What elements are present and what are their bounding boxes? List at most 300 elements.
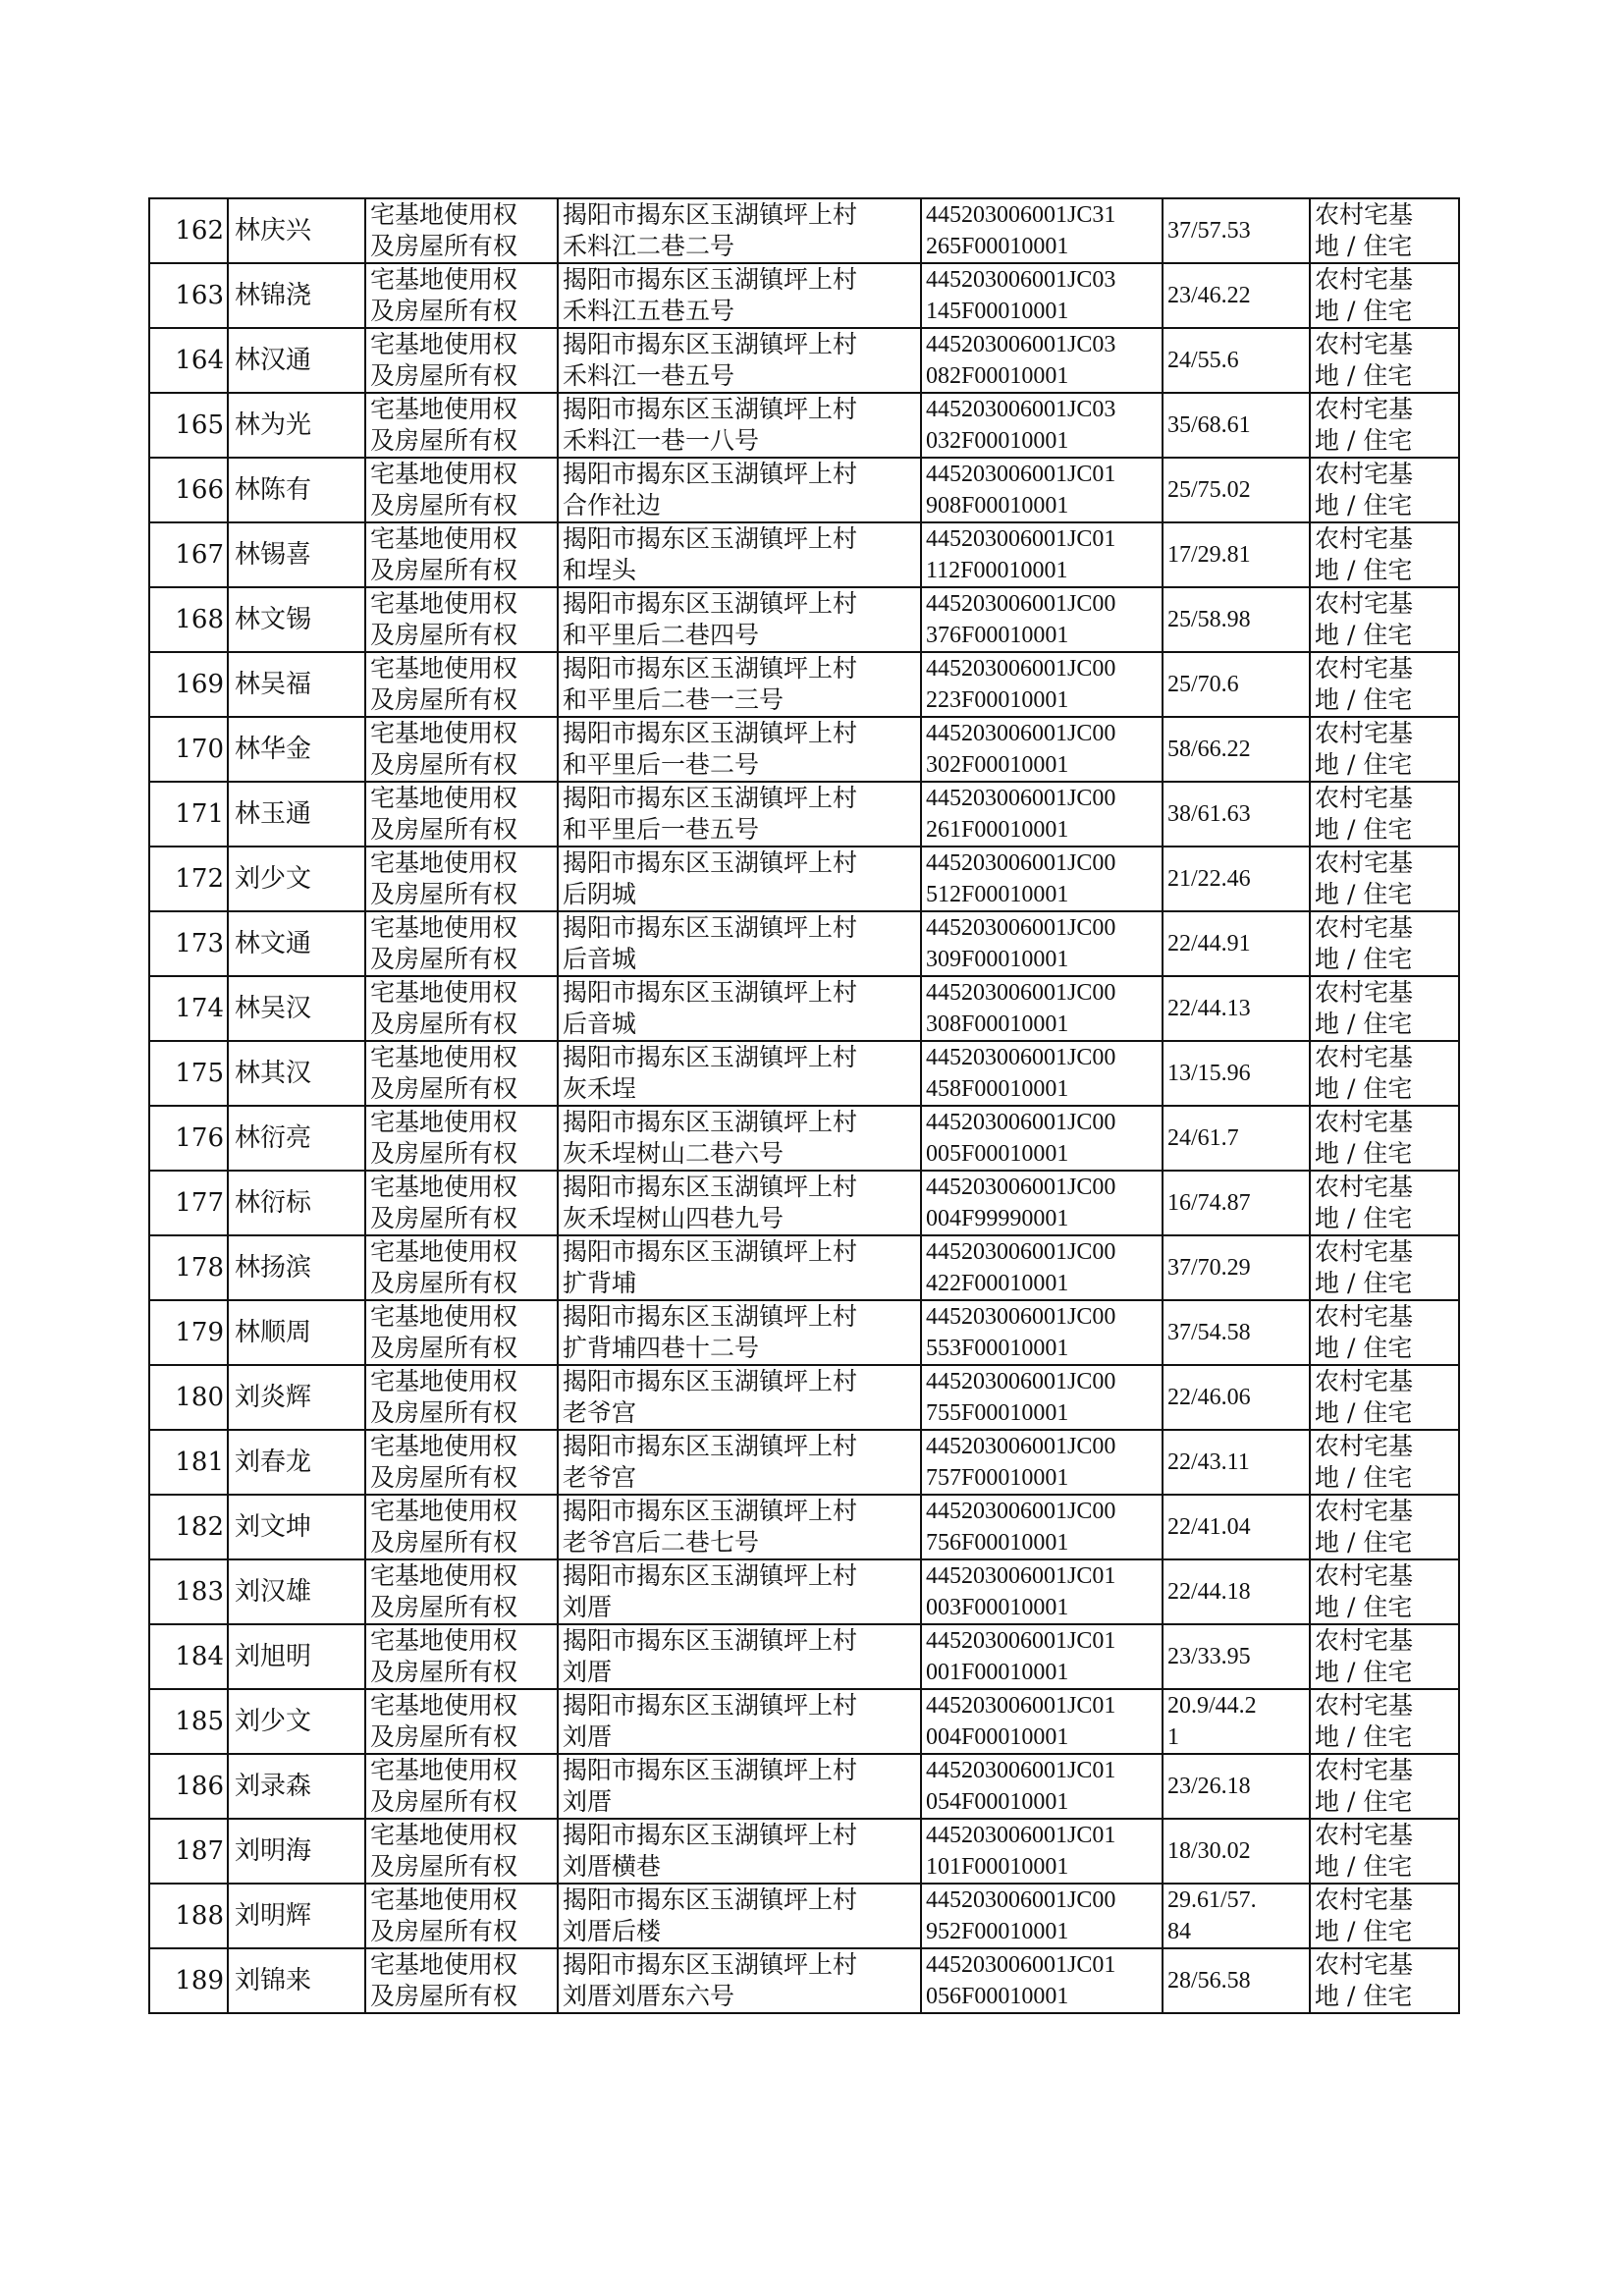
- owner-name-cell: [228, 393, 365, 458]
- address-cell: [558, 1559, 921, 1624]
- right-type-cell: [365, 652, 558, 717]
- row-number-cell-line-1: 181: [175, 1448, 224, 1477]
- land-use-cell-line-2: 地 / 住宅: [1315, 815, 1413, 844]
- address-cell-line-1: 揭阳市揭东区玉湖镇坪上村: [563, 1626, 858, 1655]
- address-cell-line-1: 揭阳市揭东区玉湖镇坪上村: [563, 784, 858, 812]
- parcel-code-cell-line-1: 445203006001JC00: [926, 915, 1116, 941]
- parcel-code-cell-line-1: 445203006001JC03: [926, 332, 1116, 357]
- land-use-cell: [1310, 911, 1459, 976]
- right-type-cell: [365, 263, 558, 328]
- owner-name-cell: [228, 1495, 365, 1559]
- area-cell-line-1: 21/22.46: [1167, 866, 1251, 892]
- row-number-cell-line-1: 167: [175, 540, 224, 570]
- area-cell: [1163, 847, 1310, 911]
- owner-name-cell-line-1: 刘文坤: [235, 1512, 312, 1542]
- land-use-cell-line-1: 农村宅基: [1315, 913, 1414, 942]
- right-type-cell-line-2: 及房屋所有权: [370, 685, 518, 714]
- row-number-cell: [149, 1235, 228, 1300]
- land-use-cell: [1310, 717, 1459, 782]
- area-cell: [1163, 1106, 1310, 1171]
- land-use-cell-line-2: 地 / 住宅: [1315, 232, 1413, 260]
- land-use-cell-line-2: 地 / 住宅: [1315, 1463, 1413, 1492]
- owner-name-cell: [228, 1819, 365, 1884]
- owner-name-cell: [228, 1235, 365, 1300]
- owner-name-cell: [228, 198, 365, 263]
- row-number-cell-line-1: 177: [175, 1188, 224, 1218]
- address-cell: [558, 393, 921, 458]
- land-use-cell: [1310, 1495, 1459, 1559]
- address-cell-line-2: 老爷宫后二巷七号: [563, 1528, 760, 1557]
- land-use-cell-line-2: 地 / 住宅: [1315, 1269, 1413, 1297]
- address-cell-line-1: 揭阳市揭东区玉湖镇坪上村: [563, 654, 858, 683]
- parcel-code-cell-line-2: 553F00010001: [926, 1336, 1069, 1361]
- right-type-cell-line-1: 宅基地使用权: [370, 719, 518, 747]
- table-row: [149, 1948, 1459, 2013]
- parcel-code-cell-line-1: 445203006001JC01: [926, 462, 1116, 487]
- right-type-cell: [365, 587, 558, 652]
- row-number-cell: [149, 1948, 228, 2013]
- land-use-cell: [1310, 1430, 1459, 1495]
- parcel-code-cell: [921, 587, 1163, 652]
- land-use-cell-line-2: 地 / 住宅: [1315, 1398, 1413, 1427]
- right-type-cell-line-2: 及房屋所有权: [370, 750, 518, 779]
- land-use-cell-line-2: 地 / 住宅: [1315, 491, 1413, 519]
- right-type-cell-line-1: 宅基地使用权: [370, 460, 518, 488]
- address-cell: [558, 522, 921, 587]
- area-cell-line-1: 22/41.04: [1167, 1514, 1251, 1540]
- parcel-code-cell: [921, 198, 1163, 263]
- right-type-cell-line-1: 宅基地使用权: [370, 1821, 518, 1849]
- address-cell: [558, 587, 921, 652]
- right-type-cell-line-1: 宅基地使用权: [370, 1237, 518, 1266]
- land-use-cell: [1310, 458, 1459, 522]
- right-type-cell-line-1: 宅基地使用权: [370, 1691, 518, 1720]
- area-cell-line-1: 37/70.29: [1167, 1255, 1251, 1281]
- area-cell-line-1: 22/43.11: [1167, 1449, 1250, 1475]
- address-cell: [558, 652, 921, 717]
- address-cell-line-2: 扩背埔: [563, 1269, 637, 1297]
- address-cell-line-1: 揭阳市揭东区玉湖镇坪上村: [563, 1691, 858, 1720]
- address-cell: [558, 1171, 921, 1235]
- parcel-code-cell-line-2: 376F00010001: [926, 623, 1069, 648]
- table-row: [149, 1171, 1459, 1235]
- parcel-code-cell: [921, 522, 1163, 587]
- right-type-cell-line-2: 及房屋所有权: [370, 1982, 518, 2010]
- address-cell-line-2: 老爷宫: [563, 1463, 637, 1492]
- land-use-cell-line-1: 农村宅基: [1315, 1821, 1414, 1849]
- address-cell-line-2: 禾料江一巷五号: [563, 361, 735, 390]
- row-number-cell: [149, 1624, 228, 1689]
- records-table: [148, 197, 1460, 2014]
- address-cell-line-1: 揭阳市揭东区玉湖镇坪上村: [563, 1367, 858, 1395]
- address-cell-line-2: 和平里后一巷二号: [563, 750, 760, 779]
- land-use-cell-line-2: 地 / 住宅: [1315, 1528, 1413, 1557]
- parcel-code-cell-line-2: 908F00010001: [926, 493, 1069, 519]
- area-cell: [1163, 1884, 1310, 1948]
- land-use-cell-line-2: 地 / 住宅: [1315, 621, 1413, 649]
- address-cell-line-1: 揭阳市揭东区玉湖镇坪上村: [563, 1173, 858, 1201]
- land-use-cell-line-1: 农村宅基: [1315, 200, 1414, 229]
- row-number-cell: [149, 717, 228, 782]
- right-type-cell: [365, 1819, 558, 1884]
- address-cell-line-2: 和平里后一巷五号: [563, 815, 760, 844]
- area-cell: [1163, 1365, 1310, 1430]
- parcel-code-cell-line-1: 445203006001JC00: [926, 1434, 1116, 1459]
- right-type-cell-line-2: 及房屋所有权: [370, 815, 518, 844]
- row-number-cell: [149, 1430, 228, 1495]
- area-cell: [1163, 717, 1310, 782]
- table-row: [149, 911, 1459, 976]
- right-type-cell: [365, 1624, 558, 1689]
- area-cell: [1163, 1430, 1310, 1495]
- owner-name-cell: [228, 1689, 365, 1754]
- land-use-cell: [1310, 1106, 1459, 1171]
- address-cell-line-2: 合作社边: [563, 491, 662, 519]
- right-type-cell-line-1: 宅基地使用权: [370, 1950, 518, 1979]
- area-cell: [1163, 1041, 1310, 1106]
- address-cell: [558, 328, 921, 393]
- row-number-cell: [149, 782, 228, 847]
- parcel-code-cell: [921, 1559, 1163, 1624]
- land-use-cell-line-1: 农村宅基: [1315, 1237, 1414, 1266]
- row-number-cell-line-1: 175: [175, 1059, 224, 1088]
- land-use-cell-line-2: 地 / 住宅: [1315, 297, 1413, 325]
- parcel-code-cell-line-2: 261F00010001: [926, 817, 1069, 843]
- land-use-cell-line-1: 农村宅基: [1315, 589, 1414, 618]
- owner-name-cell-line-1: 林文锡: [235, 605, 312, 634]
- land-use-cell-line-2: 地 / 住宅: [1315, 685, 1413, 714]
- table-row: [149, 1235, 1459, 1300]
- area-cell: [1163, 328, 1310, 393]
- parcel-code-cell-line-1: 445203006001JC01: [926, 1628, 1116, 1654]
- right-type-cell-line-2: 及房屋所有权: [370, 1010, 518, 1038]
- area-cell-line-1: 37/54.58: [1167, 1320, 1251, 1345]
- address-cell-line-2: 扩背埔四巷十二号: [563, 1334, 760, 1362]
- owner-name-cell-line-1: 刘炎辉: [235, 1383, 312, 1412]
- parcel-code-cell: [921, 1235, 1163, 1300]
- area-cell-line-1: 23/26.18: [1167, 1774, 1251, 1799]
- parcel-code-cell-line-2: 082F00010001: [926, 363, 1069, 389]
- owner-name-cell: [228, 1041, 365, 1106]
- parcel-code-cell: [921, 393, 1163, 458]
- address-cell-line-2: 刘厝: [563, 1593, 613, 1621]
- row-number-cell-line-1: 183: [175, 1577, 224, 1607]
- owner-name-cell: [228, 1559, 365, 1624]
- row-number-cell: [149, 911, 228, 976]
- area-cell: [1163, 1624, 1310, 1689]
- address-cell-line-1: 揭阳市揭东区玉湖镇坪上村: [563, 1756, 858, 1784]
- address-cell-line-2: 和平里后二巷四号: [563, 621, 760, 649]
- right-type-cell-line-2: 及房屋所有权: [370, 426, 518, 455]
- row-number-cell: [149, 1559, 228, 1624]
- right-type-cell-line-2: 及房屋所有权: [370, 1917, 518, 1945]
- parcel-code-cell: [921, 1495, 1163, 1559]
- land-use-cell-line-2: 地 / 住宅: [1315, 426, 1413, 455]
- table-row: [149, 1819, 1459, 1884]
- land-use-cell: [1310, 847, 1459, 911]
- land-use-cell-line-2: 地 / 住宅: [1315, 1139, 1413, 1168]
- parcel-code-cell: [921, 652, 1163, 717]
- address-cell-line-1: 揭阳市揭东区玉湖镇坪上村: [563, 1043, 858, 1071]
- right-type-cell-line-2: 及房屋所有权: [370, 1658, 518, 1686]
- row-number-cell-line-1: 187: [175, 1836, 224, 1866]
- address-cell: [558, 1624, 921, 1689]
- address-cell-line-2: 后音城: [563, 945, 637, 973]
- land-use-cell-line-1: 农村宅基: [1315, 524, 1414, 553]
- parcel-code-cell-line-1: 445203006001JC00: [926, 591, 1116, 617]
- land-use-cell-line-2: 地 / 住宅: [1315, 1917, 1413, 1945]
- address-cell-line-2: 灰禾埕树山二巷六号: [563, 1139, 785, 1168]
- parcel-code-cell-line-2: 309F00010001: [926, 947, 1069, 972]
- parcel-code-cell-line-2: 422F00010001: [926, 1271, 1069, 1296]
- owner-name-cell: [228, 782, 365, 847]
- parcel-code-cell-line-2: 003F00010001: [926, 1595, 1069, 1620]
- area-cell-line-1: 28/56.58: [1167, 1968, 1251, 1994]
- area-cell-line-1: 13/15.96: [1167, 1061, 1251, 1086]
- right-type-cell-line-1: 宅基地使用权: [370, 848, 518, 877]
- land-use-cell-line-2: 地 / 住宅: [1315, 1074, 1413, 1103]
- address-cell: [558, 1300, 921, 1365]
- parcel-code-cell: [921, 1948, 1163, 2013]
- row-number-cell-line-1: 172: [175, 864, 224, 894]
- owner-name-cell: [228, 263, 365, 328]
- parcel-code-cell: [921, 911, 1163, 976]
- parcel-code-cell: [921, 1819, 1163, 1884]
- address-cell-line-2: 后阴城: [563, 880, 637, 908]
- land-use-cell-line-2: 地 / 住宅: [1315, 1787, 1413, 1816]
- land-use-cell: [1310, 976, 1459, 1041]
- land-use-cell: [1310, 652, 1459, 717]
- right-type-cell-line-1: 宅基地使用权: [370, 1302, 518, 1331]
- row-number-cell: [149, 328, 228, 393]
- parcel-code-cell-line-2: 112F00010001: [926, 558, 1068, 583]
- row-number-cell-line-1: 189: [175, 1966, 224, 1995]
- row-number-cell: [149, 263, 228, 328]
- address-cell-line-1: 揭阳市揭东区玉湖镇坪上村: [563, 460, 858, 488]
- address-cell: [558, 1689, 921, 1754]
- owner-name-cell: [228, 458, 365, 522]
- parcel-code-cell-line-1: 445203006001JC00: [926, 1175, 1116, 1200]
- right-type-cell: [365, 1884, 558, 1948]
- row-number-cell-line-1: 170: [175, 735, 224, 764]
- right-type-cell-line-2: 及房屋所有权: [370, 1463, 518, 1492]
- area-cell: [1163, 1819, 1310, 1884]
- parcel-code-cell-line-2: 755F00010001: [926, 1400, 1069, 1426]
- parcel-code-cell-line-1: 445203006001JC00: [926, 1304, 1116, 1330]
- owner-name-cell-line-1: 刘汉雄: [235, 1577, 312, 1607]
- row-number-cell: [149, 522, 228, 587]
- parcel-code-cell-line-1: 445203006001JC00: [926, 1045, 1116, 1070]
- row-number-cell: [149, 587, 228, 652]
- table-row: [149, 1624, 1459, 1689]
- address-cell-line-1: 揭阳市揭东区玉湖镇坪上村: [563, 1108, 858, 1136]
- parcel-code-cell: [921, 1624, 1163, 1689]
- address-cell-line-2: 刘厝后楼: [563, 1917, 662, 1945]
- parcel-code-cell: [921, 458, 1163, 522]
- owner-name-cell-line-1: 刘旭明: [235, 1642, 312, 1671]
- area-cell-line-1: 24/55.6: [1167, 348, 1239, 373]
- right-type-cell-line-2: 及房屋所有权: [370, 1722, 518, 1751]
- row-number-cell-line-1: 165: [175, 410, 224, 440]
- land-use-cell: [1310, 1041, 1459, 1106]
- area-cell-line-1: 22/44.91: [1167, 931, 1251, 956]
- area-cell-line-1: 22/46.06: [1167, 1385, 1251, 1410]
- address-cell-line-1: 揭阳市揭东区玉湖镇坪上村: [563, 200, 858, 229]
- address-cell: [558, 1819, 921, 1884]
- land-use-cell-line-2: 地 / 住宅: [1315, 945, 1413, 973]
- right-type-cell: [365, 717, 558, 782]
- area-cell-line-1: 16/74.87: [1167, 1190, 1251, 1216]
- land-use-cell: [1310, 522, 1459, 587]
- parcel-code-cell: [921, 263, 1163, 328]
- address-cell-line-1: 揭阳市揭东区玉湖镇坪上村: [563, 978, 858, 1007]
- right-type-cell-line-2: 及房屋所有权: [370, 1139, 518, 1168]
- right-type-cell: [365, 1689, 558, 1754]
- area-cell-line-1: 23/33.95: [1167, 1644, 1251, 1669]
- row-number-cell: [149, 652, 228, 717]
- table-row: [149, 1106, 1459, 1171]
- row-number-cell: [149, 976, 228, 1041]
- row-number-cell: [149, 1171, 228, 1235]
- owner-name-cell: [228, 652, 365, 717]
- parcel-code-cell-line-1: 445203006001JC01: [926, 1823, 1116, 1848]
- parcel-code-cell: [921, 1106, 1163, 1171]
- parcel-code-cell-line-1: 445203006001JC00: [926, 1369, 1116, 1394]
- right-type-cell-line-2: 及房屋所有权: [370, 1074, 518, 1103]
- parcel-code-cell-line-2: 302F00010001: [926, 752, 1069, 778]
- area-cell-line-1: 25/58.98: [1167, 607, 1251, 632]
- land-use-cell-line-1: 农村宅基: [1315, 784, 1414, 812]
- parcel-code-cell: [921, 782, 1163, 847]
- land-use-cell: [1310, 587, 1459, 652]
- right-type-cell: [365, 458, 558, 522]
- owner-name-cell-line-1: 刘少文: [235, 1707, 312, 1736]
- area-cell-line-1: 23/46.22: [1167, 283, 1251, 308]
- area-cell-line-1: 58/66.22: [1167, 737, 1251, 762]
- area-cell: [1163, 263, 1310, 328]
- parcel-code-cell: [921, 1171, 1163, 1235]
- table-row: [149, 198, 1459, 263]
- address-cell-line-2: 灰禾埕树山四巷九号: [563, 1204, 785, 1232]
- right-type-cell-line-2: 及房屋所有权: [370, 361, 518, 390]
- land-use-cell-line-1: 农村宅基: [1315, 1691, 1414, 1720]
- area-cell: [1163, 1689, 1310, 1754]
- address-cell: [558, 976, 921, 1041]
- address-cell: [558, 1041, 921, 1106]
- right-type-cell-line-2: 及房屋所有权: [370, 1787, 518, 1816]
- table-row: [149, 1884, 1459, 1948]
- right-type-cell-line-1: 宅基地使用权: [370, 524, 518, 553]
- area-cell-line-1: 24/61.7: [1167, 1125, 1239, 1151]
- owner-name-cell-line-1: 林锡喜: [235, 540, 312, 570]
- area-cell-line-1: 35/68.61: [1167, 412, 1251, 438]
- right-type-cell: [365, 1495, 558, 1559]
- parcel-code-cell-line-2: 952F00010001: [926, 1919, 1069, 1944]
- land-use-cell-line-1: 农村宅基: [1315, 1561, 1414, 1590]
- row-number-cell: [149, 198, 228, 263]
- land-use-cell: [1310, 263, 1459, 328]
- table-row: [149, 976, 1459, 1041]
- land-use-cell: [1310, 1689, 1459, 1754]
- parcel-code-cell-line-1: 445203006001JC00: [926, 656, 1116, 682]
- address-cell-line-1: 揭阳市揭东区玉湖镇坪上村: [563, 719, 858, 747]
- owner-name-cell: [228, 1754, 365, 1819]
- parcel-code-cell-line-1: 445203006001JC01: [926, 1758, 1116, 1783]
- parcel-code-cell-line-1: 445203006001JC00: [926, 721, 1116, 746]
- row-number-cell-line-1: 168: [175, 605, 224, 634]
- right-type-cell-line-1: 宅基地使用权: [370, 265, 518, 294]
- parcel-code-cell-line-2: 512F00010001: [926, 882, 1069, 907]
- right-type-cell-line-1: 宅基地使用权: [370, 1367, 518, 1395]
- owner-name-cell: [228, 1884, 365, 1948]
- parcel-code-cell-line-2: 458F00010001: [926, 1076, 1069, 1102]
- area-cell: [1163, 1754, 1310, 1819]
- right-type-cell-line-2: 及房屋所有权: [370, 1334, 518, 1362]
- land-use-cell-line-1: 农村宅基: [1315, 395, 1414, 423]
- right-type-cell-line-2: 及房屋所有权: [370, 232, 518, 260]
- address-cell: [558, 782, 921, 847]
- right-type-cell-line-1: 宅基地使用权: [370, 200, 518, 229]
- address-cell: [558, 1948, 921, 2013]
- right-type-cell: [365, 1559, 558, 1624]
- land-use-cell-line-1: 农村宅基: [1315, 719, 1414, 747]
- right-type-cell-line-1: 宅基地使用权: [370, 1885, 518, 1914]
- area-cell-line-1: 29.61/57.: [1167, 1887, 1257, 1913]
- land-use-cell-line-1: 农村宅基: [1315, 1367, 1414, 1395]
- row-number-cell-line-1: 179: [175, 1318, 224, 1347]
- land-use-cell-line-2: 地 / 住宅: [1315, 556, 1413, 584]
- land-use-cell-line-1: 农村宅基: [1315, 1043, 1414, 1071]
- land-use-cell-line-1: 农村宅基: [1315, 1302, 1414, 1331]
- area-cell: [1163, 976, 1310, 1041]
- land-use-cell-line-2: 地 / 住宅: [1315, 361, 1413, 390]
- parcel-code-cell-line-1: 445203006001JC00: [926, 1887, 1116, 1913]
- right-type-cell: [365, 393, 558, 458]
- address-cell: [558, 1365, 921, 1430]
- land-use-cell-line-1: 农村宅基: [1315, 1950, 1414, 1979]
- right-type-cell-line-1: 宅基地使用权: [370, 1626, 518, 1655]
- parcel-code-cell: [921, 717, 1163, 782]
- table-row: [149, 1689, 1459, 1754]
- owner-name-cell-line-1: 刘明海: [235, 1836, 312, 1866]
- owner-name-cell-line-1: 林吴汉: [235, 994, 312, 1023]
- land-use-cell: [1310, 1559, 1459, 1624]
- land-use-cell: [1310, 1365, 1459, 1430]
- address-cell: [558, 1754, 921, 1819]
- owner-name-cell-line-1: 林华金: [235, 735, 312, 764]
- right-type-cell: [365, 782, 558, 847]
- owner-name-cell-line-1: 林顺周: [235, 1318, 312, 1347]
- right-type-cell-line-1: 宅基地使用权: [370, 1043, 518, 1071]
- row-number-cell-line-1: 166: [175, 475, 224, 505]
- table-row: [149, 717, 1459, 782]
- row-number-cell: [149, 458, 228, 522]
- row-number-cell: [149, 1495, 228, 1559]
- parcel-code-cell-line-2: 265F00010001: [926, 234, 1069, 259]
- row-number-cell-line-1: 174: [175, 994, 224, 1023]
- right-type-cell: [365, 911, 558, 976]
- table-row: [149, 1559, 1459, 1624]
- address-cell: [558, 1430, 921, 1495]
- address-cell-line-2: 后音城: [563, 1010, 637, 1038]
- right-type-cell-line-1: 宅基地使用权: [370, 1497, 518, 1525]
- right-type-cell-line-1: 宅基地使用权: [370, 1432, 518, 1460]
- owner-name-cell-line-1: 林其汉: [235, 1059, 312, 1088]
- parcel-code-cell-line-1: 445203006001JC00: [926, 980, 1116, 1006]
- right-type-cell-line-1: 宅基地使用权: [370, 395, 518, 423]
- land-use-cell: [1310, 1171, 1459, 1235]
- right-type-cell-line-2: 及房屋所有权: [370, 1528, 518, 1557]
